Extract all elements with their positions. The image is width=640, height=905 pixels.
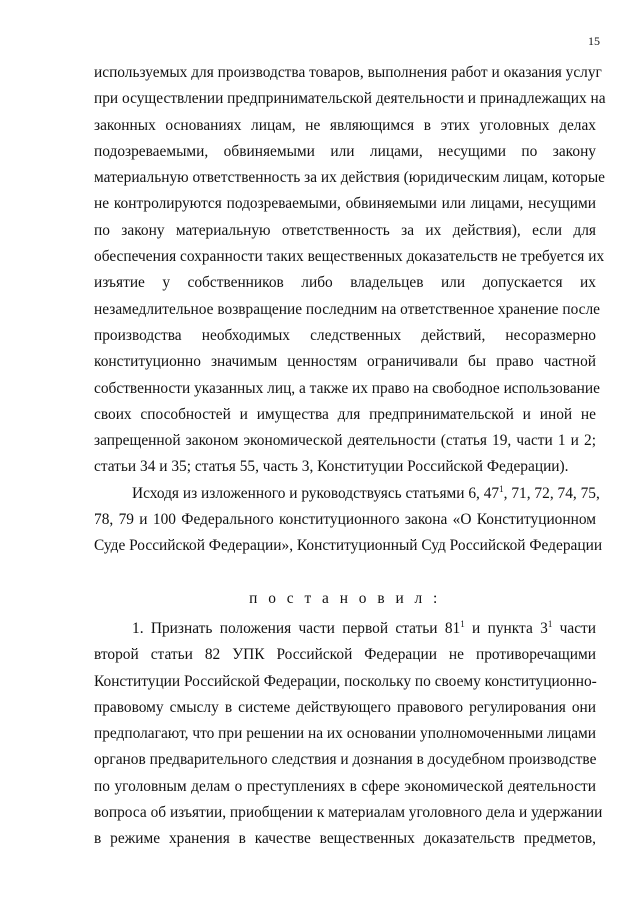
text-line: законных основаниях лицам, не являющимся в этих уголовных делах	[94, 116, 596, 134]
paragraph-ruling	[94, 616, 603, 853]
text-line: предполагают, что при решении на их основании уполномоченными лицами	[94, 725, 596, 743]
text-line: не контролируются подозреваемыми, обвиняемыми или лицами, несущими	[94, 195, 596, 213]
superscript: 1	[460, 618, 465, 629]
text-line	[94, 616, 596, 642]
superscript: 1	[547, 618, 553, 629]
text-line	[94, 481, 600, 507]
text-line: своих способностей и имущества для предпринимательской и иной не	[94, 405, 596, 423]
resolution-heading: п о с т а н о в и л :	[249, 589, 441, 607]
text-line: 78, 79 и 100 Федерального конституционного закона «О Конституционном	[94, 511, 596, 529]
text-line: конституционно значимым ценностям ограничивали бы право частной	[94, 353, 596, 371]
superscript: 1	[499, 483, 504, 494]
text-line: правовому смыслу в системе действующего правового регулирования они	[94, 698, 596, 716]
text-line: второй статьи 82 УПК Российской Федерации не противоречащими	[94, 646, 596, 664]
text-fragment: Исходя из изложенного и руководствуясь статьями 6, 47	[132, 484, 500, 502]
text-fragment: и пункта 3	[464, 619, 548, 637]
text-line: органов предварительного следствия и дознания в досудебном производстве	[94, 751, 597, 769]
text-line: при осуществлении предпринимательской деятельности и принадлежащих на	[94, 90, 606, 108]
text-fragment: части	[552, 619, 596, 637]
text-line: запрещенной законом экономической деятельности (статья 19, части 1 и 2;	[94, 432, 596, 450]
text-line: подозреваемыми, обвиняемыми или лицами, несущими по закону	[94, 142, 596, 160]
text-fragment: , 71, 72, 74, 75,	[503, 484, 600, 502]
text-line: используемых для производства товаров, выполнения работ и оказания услуг	[94, 64, 602, 81]
text-line: по закону материальную ответственность за их действия), если для	[94, 221, 596, 239]
paragraph-continuation	[94, 60, 606, 481]
text-line: в режиме хранения в качестве вещественных доказательств предметов,	[94, 830, 596, 848]
text-line: производства необходимых следственных действий, несоразмерно	[94, 326, 596, 344]
paragraph-grounds	[94, 481, 603, 560]
text-line: незамедлительное возвращение последним на ответственное хранение после	[94, 300, 600, 318]
text-line: Суде Российской Федерации», Конституционный Суд Российской Федерации	[94, 537, 603, 555]
text-line: материальную ответственность за их действия (юридическим лицам, которые	[94, 169, 606, 187]
text-line: по уголовным делам о преступлениях в сфере экономической деятельности	[94, 777, 596, 795]
text-line: обеспечения сохранности таких вещественных доказательств не требуется их	[94, 248, 605, 266]
text-line: Конституции Российской Федерации, поскольку по своему конституционно-	[94, 672, 597, 690]
text-fragment: 1. Признать положения части первой статьи 81	[132, 619, 461, 637]
text-line: собственности указанных лиц, а также их право на свободное использование	[94, 379, 600, 397]
text-line: изъятие у собственников либо владельцев или допускается их	[94, 274, 596, 292]
document-body	[94, 60, 606, 853]
text-line: вопроса об изъятии, приобщении к материалам уголовного дела и удержании	[94, 804, 603, 822]
text-line: статьи 34 и 35; статья 55, часть 3, Конституции Российской Федерации).	[94, 458, 569, 476]
page-number: 15	[588, 34, 600, 48]
